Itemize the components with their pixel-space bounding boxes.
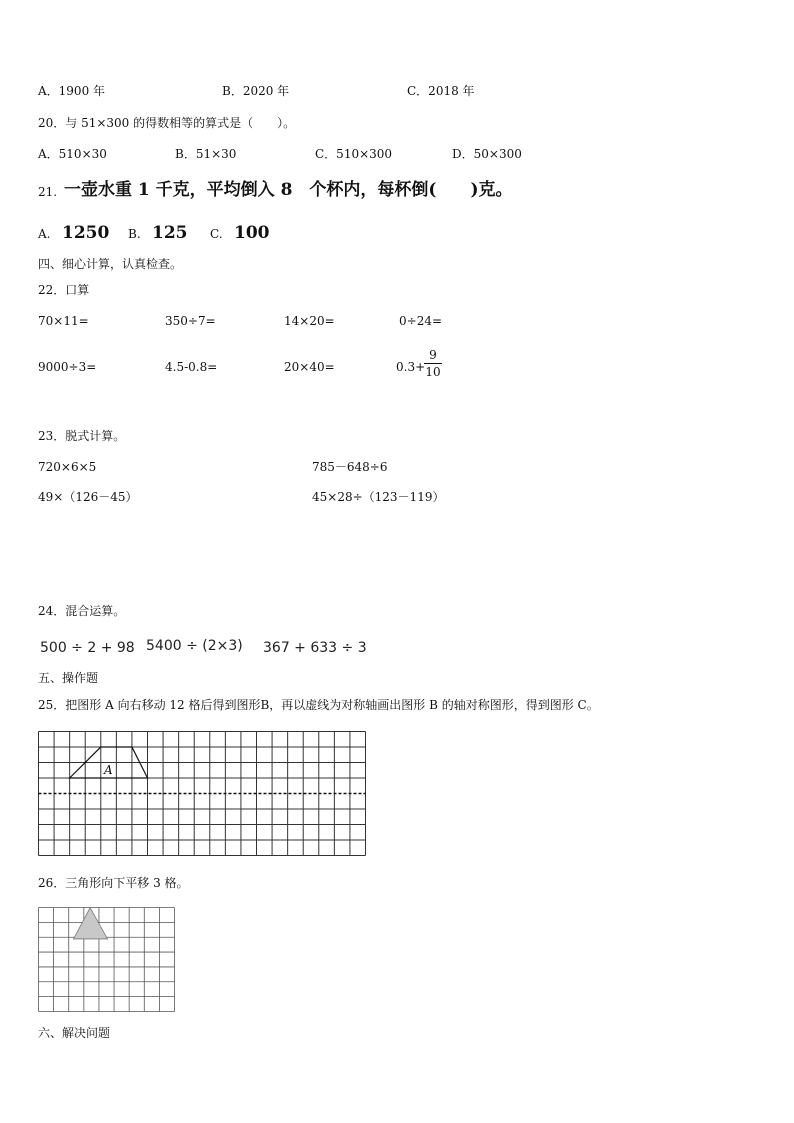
section-five-heading: 五、操作题 (38, 671, 99, 685)
q19-option-c: C．2018 年 (407, 84, 475, 98)
q21-option-b-label: B. (128, 227, 141, 241)
q19-option-b: B．2020 年 (222, 84, 290, 98)
q23-title: 23．脱式计算。 (38, 429, 126, 443)
fraction-bar (424, 363, 442, 364)
q22-r2c3: 20×40= (284, 360, 335, 374)
q22-r1c3: 14×20= (284, 314, 335, 328)
q26-stem: 26．三角形向下平移 3 格。 (38, 876, 189, 890)
q21-number: 21. (38, 185, 58, 199)
q26-grid (38, 907, 175, 1012)
q22-r1c4: 0÷24= (399, 314, 443, 328)
fraction-denominator: 10 (425, 365, 441, 379)
q24-item-3: 367 + 633 ÷ 3 (263, 640, 367, 656)
q21-option-c-value: 100 (234, 223, 270, 243)
q19-option-a: A．1900 年 (38, 84, 106, 98)
q25-shape-label: A (104, 763, 113, 777)
q21-option-a-value: 1250 (62, 223, 110, 243)
q22-r2c1: 9000÷3= (38, 360, 97, 374)
section-four-heading: 四、细心计算，认真检查。 (38, 257, 183, 271)
q20-stem: 20．与 51×300 的得数相等的算式是（ ）。 (38, 116, 296, 130)
q20-option-d: D．50×300 (452, 147, 522, 161)
q21-stem: 一壶水重 1 千克，平均倒入 8 个杯内，每杯倒( )克。 (64, 180, 513, 200)
fraction-numerator: 9 (429, 348, 437, 362)
q20-option-c: C．510×300 (315, 147, 393, 161)
q24-item-1: 500 ÷ 2 + 98 (40, 640, 135, 656)
q20-option-a: A．510×30 (38, 147, 107, 161)
q22-fraction (424, 349, 442, 378)
section-six-heading: 六、解决问题 (38, 1026, 111, 1040)
q21-option-c-label: C. (210, 227, 223, 241)
q25-grid (38, 731, 366, 856)
q25-stem: 25．把图形 A 向右移动 12 格后得到图形B，再以虚线为对称轴画出图形 B 的轴对称图形，得到图形 C。 (38, 698, 599, 712)
q23-item-1: 720×6×5 (38, 460, 97, 474)
q23-item-2: 785－648÷6 (312, 460, 388, 474)
q24-item-2: 5400 ÷ (2×3) (146, 638, 243, 654)
q23-item-3: 49×（126－45） (38, 490, 138, 504)
q21-option-b-value: 125 (152, 223, 188, 243)
q21-option-a-label: A. (38, 227, 51, 241)
q24-title: 24．混合运算。 (38, 604, 126, 618)
q22-title: 22．口算 (38, 283, 90, 297)
q22-r2c2: 4.5-0.8= (165, 360, 218, 374)
triangle-shape (74, 908, 108, 939)
q22-r1c2: 350÷7= (165, 314, 216, 328)
q22-r1c1: 70×11= (38, 314, 89, 328)
q20-option-b: B．51×30 (175, 147, 237, 161)
q23-item-4: 45×28÷（123－119） (312, 490, 445, 504)
q22-r2c4-prefix: 0.3+ (396, 360, 426, 374)
